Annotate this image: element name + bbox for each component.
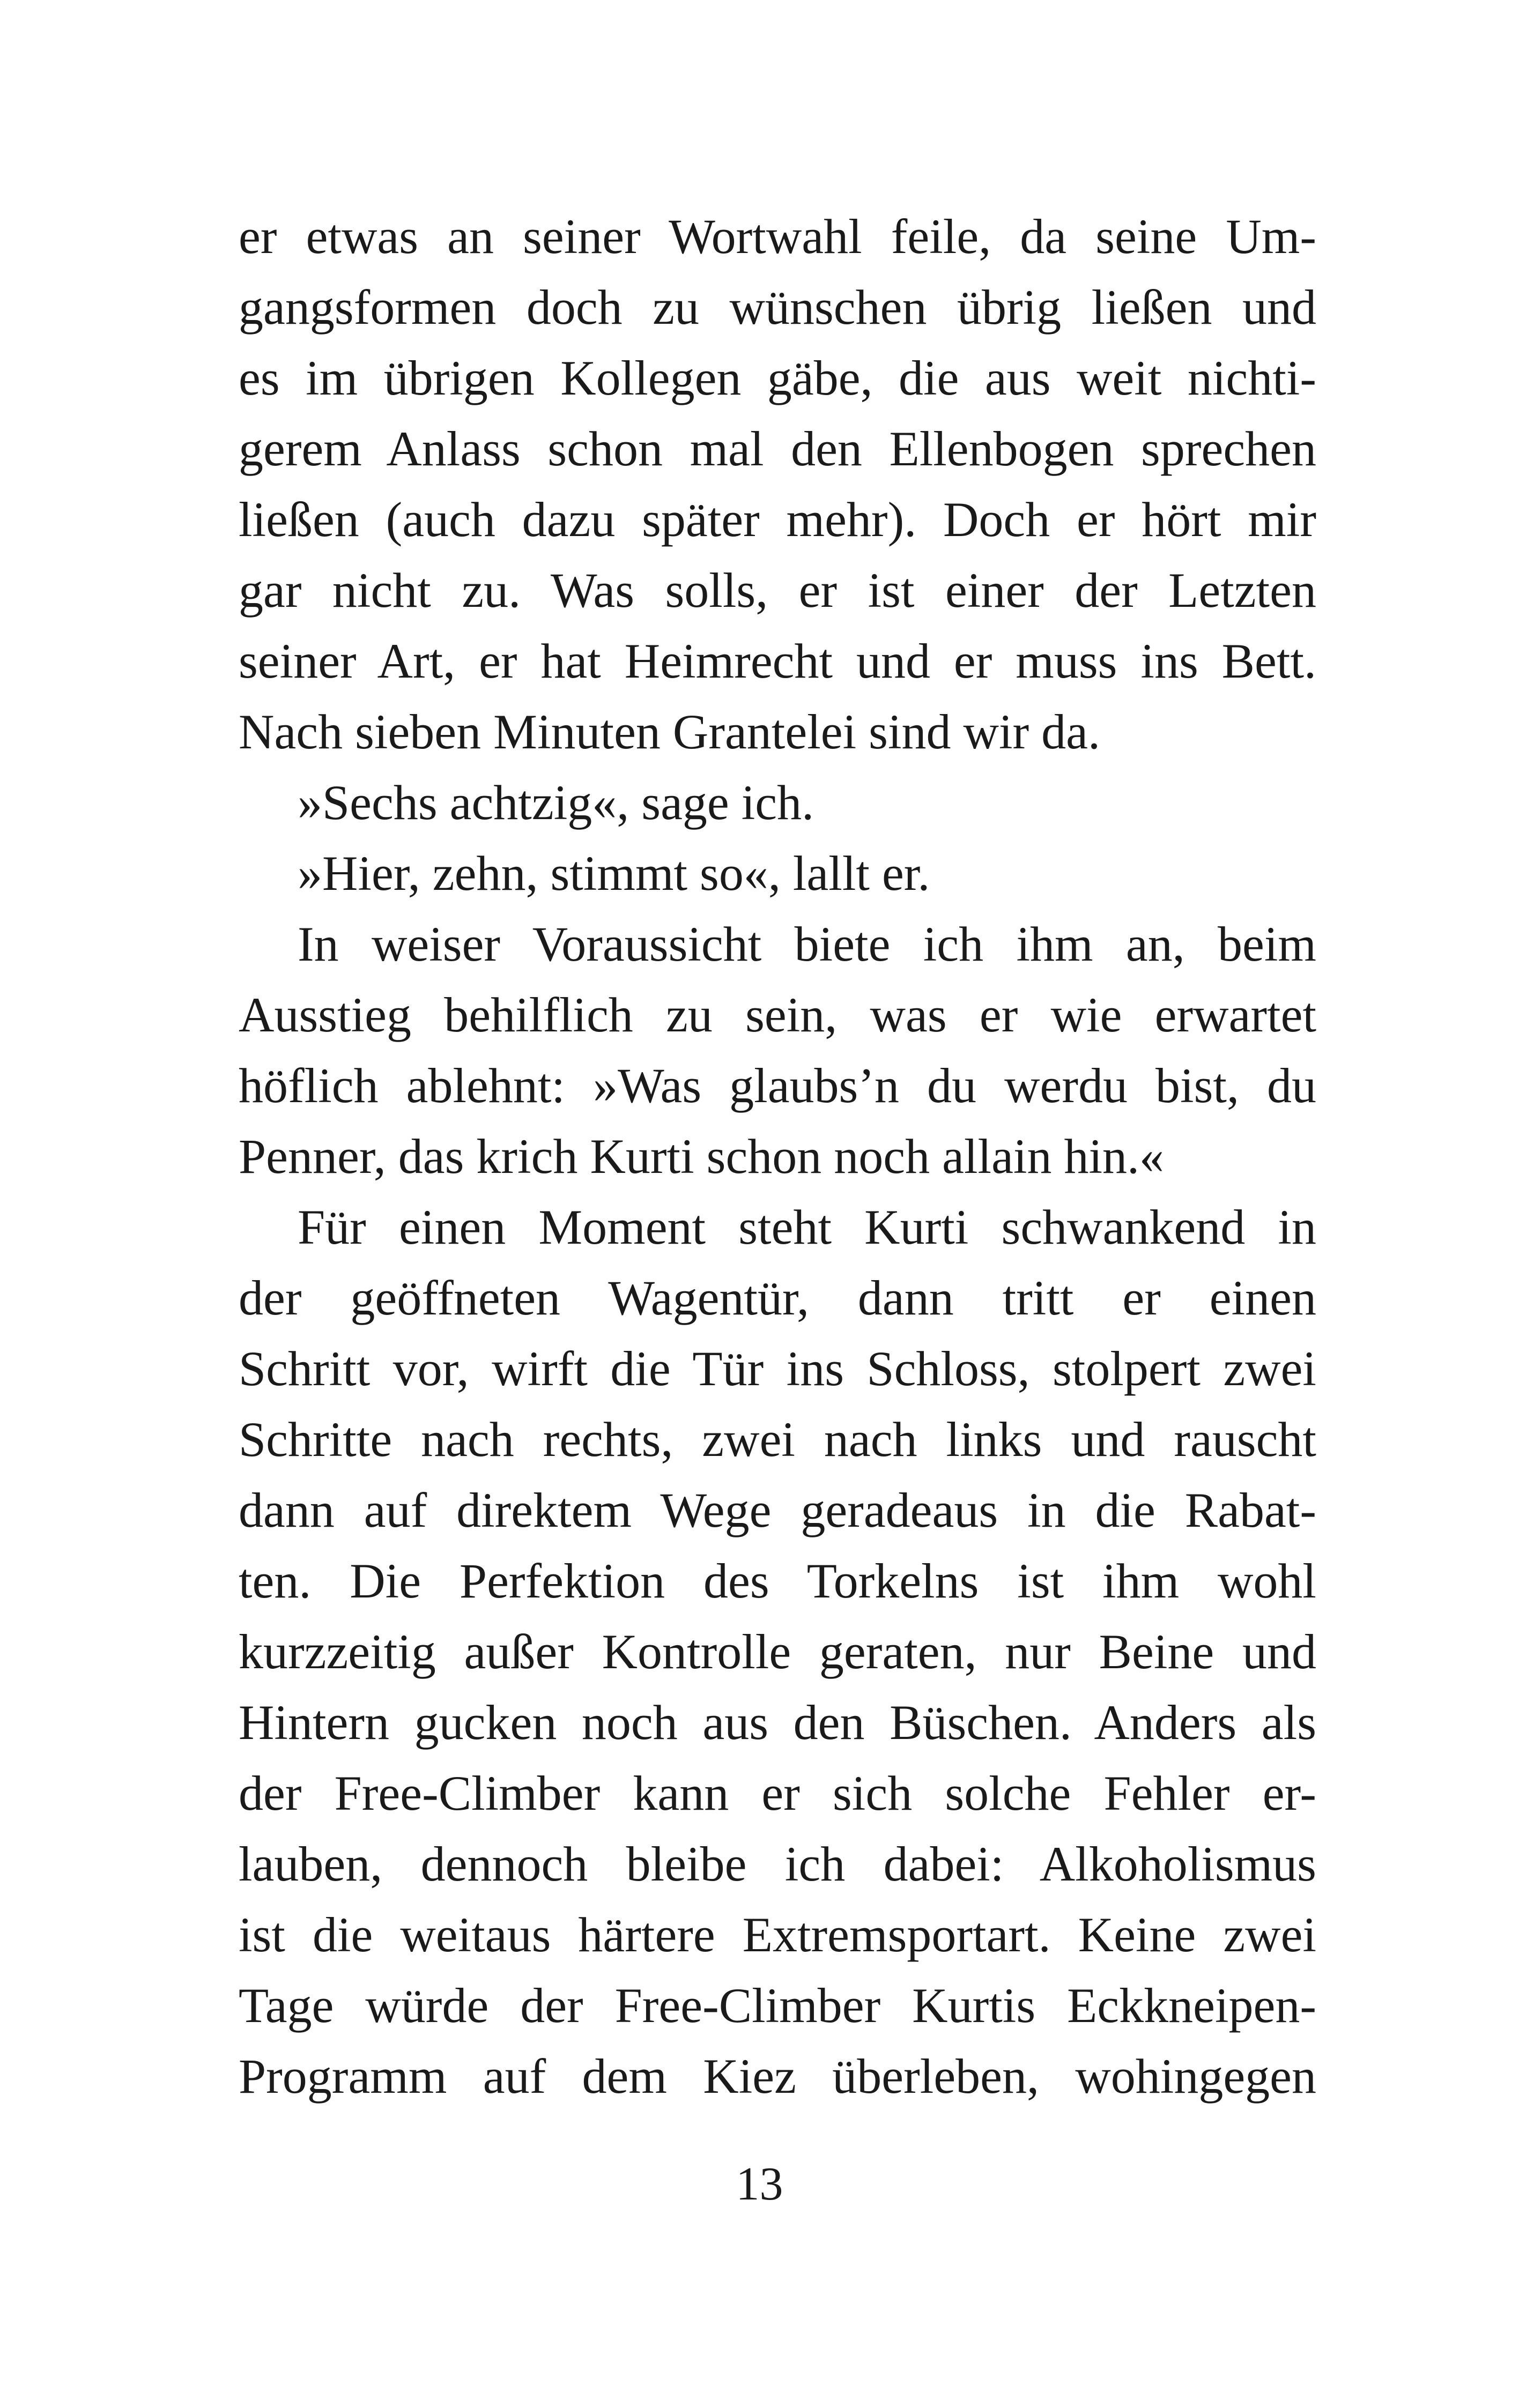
text-line: der geöffneten Wagentür, dann tritt er einen [239,1270,1316,1325]
text-line: kurzzeitig außer Kontrolle geraten, nur Beine und [239,1624,1316,1679]
text-line: Hintern gucken noch aus den Büschen. Anders als [239,1695,1316,1750]
text-line: »Hier, zehn, stimmt so«, lallt er. [298,846,930,901]
text-line: es im übrigen Kollegen gäbe, die aus weit nichti- [239,351,1316,405]
text-line: der Free-Climber kann er sich solche Fehler er- [239,1766,1316,1820]
text-line: seiner Art, er hat Heimrecht und er muss ins Bett. [239,634,1316,688]
text-line: lauben, dennoch bleibe ich dabei: Alkoholismus [239,1837,1316,1891]
text-line: er etwas an seiner Wortwahl feile, da seine Um- [239,209,1316,264]
text-line: Schritte nach rechts, zwei nach links und rauscht [239,1412,1316,1467]
text-line: Schritt vor, wirft die Tür ins Schloss, stolpert zwei [239,1341,1316,1396]
text-line: Tage würde der Free-Climber Kurtis Eckkneipen- [239,1978,1316,2033]
text-line: Programm auf dem Kiez überleben, wohingegen [239,2049,1316,2104]
text-line: In weiser Voraussicht biete ich ihm an, beim [298,917,1316,971]
text-line: Für einen Moment steht Kurti schwankend in [298,1200,1316,1254]
text-line: gerem Anlass schon mal den Ellenbogen sprechen [239,421,1316,476]
text-line: Penner, das krich Kurti schon noch allain hin.« [239,1129,1165,1184]
text-line: gar nicht zu. Was solls, er ist einer der Letzten [239,563,1316,618]
page-number: 13 [736,2158,783,2210]
text-line: gangsformen doch zu wünschen übrig ließen und [239,280,1316,335]
text-line: Ausstieg behilflich zu sein, was er wie erwartet [239,987,1316,1042]
text-line: »Sechs achtzig«, sage ich. [298,775,814,830]
body-text [239,201,1316,2112]
text-line: dann auf direktem Wege geradeaus in die Rabat- [239,1483,1316,1537]
text-line: ten. Die Perfektion des Torkelns ist ihm wohl [239,1554,1316,1608]
text-line: höflich ablehnt: »Was glaubs’n du werdu bist, du [239,1058,1316,1113]
text-line: ist die weitaus härtere Extremsportart. Keine zwei [239,1907,1316,1962]
text-line: ließen (auch dazu später mehr). Doch er hört mir [239,492,1316,547]
text-line: Nach sieben Minuten Grantelei sind wir da. [239,704,1100,759]
